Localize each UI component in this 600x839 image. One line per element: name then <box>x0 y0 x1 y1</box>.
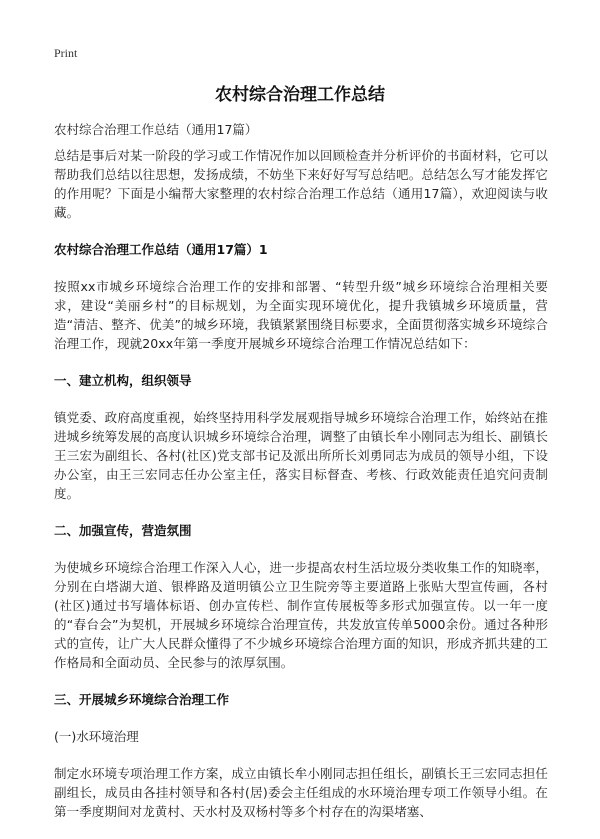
subheading-water-environment: (一)水环境治理 <box>54 729 139 744</box>
print-link[interactable]: Print <box>54 46 78 60</box>
section-paragraph: 按照xx市城乡环境综合治理工作的安排和部署、“转型升级”城乡环境综合治理相关要求，建设“美丽乡村”的目标规划，为全面实现环境优化，提升我镇城乡环境质量，营造“清洁、整齐、优美”的城乡环境，我镇紧紧围绕目标要求，全面贯彻落实城乡环境综合治理工作，现就20xx年第一季度开展城乡环境综合治理工作情况总结如下： <box>54 279 548 351</box>
heading-governance-work: 三、开展城乡环境综合治理工作 <box>54 692 230 707</box>
heading-publicity: 二、加强宣传，营造氛围 <box>54 523 192 538</box>
paragraph-organization: 镇党委、政府高度重视，始终坚持用科学发展观指导城乡环境综合治理工作，始终站在推进城乡统筹发展的高度认识城乡环境综合治理，调整了由镇长牟小刚同志为组长、副镇长王三宏为副组长、各村(社区)党支部书记及派出所所长刘勇同志为成员的领导小组，下设办公室，由王三宏同志任办公室主任，落实目标督查、考核、行政效能责任追究问责制度。 <box>54 410 548 501</box>
paragraph-publicity: 为使城乡环境综合治理工作深入人心，进一步提高农村生活垃圾分类收集工作的知晓率，分别在白塔湖大道、银桦路及道明镇公立卫生院旁等主要道路上张贴大型宣传画，各村(社区)通过书写墙体标语、创办宣传栏、制作宣传展板等多形式加强宣传。以一年一度的“春台会”为契机，开展城乡环境综合治理宣传，共发放宣传单5000余份。通过各种形式的宣传，让广大人民群众懂得了不少城乡环境综合治理方面的知识，形成齐抓共建的工作格局和全面动员、全民参与的浓厚氛围。 <box>54 560 548 670</box>
document-body <box>54 146 548 839</box>
section-heading: 农村综合治理工作总结（通用17篇）1 <box>54 242 268 257</box>
intro-paragraph: 总结是事后对某一阶段的学习或工作情况作加以回顾检查并分析评价的书面材料，它可以帮助我们总结以往思想，发扬成绩，不妨坐下来好好写写总结吧。总结怎么写才能发挥它的作用呢？下面是小编帮大家整理的农村综合治理工作总结（通用17篇），欢迎阅读与收藏。 <box>54 148 548 220</box>
page-title: 农村综合治理工作总结 <box>215 85 385 105</box>
document-subtitle: 农村综合治理工作总结（通用17篇） <box>54 122 258 137</box>
heading-establish-organization: 一、建立机构，组织领导 <box>54 373 192 388</box>
paragraph-water-environment: 制定水环境专项治理工作方案，成立由镇长牟小刚同志担任组长，副镇长王三宏同志担任副组长，成员由各挂村领导和各村(居)委会主任组成的水环境治理专项工作领导小组。在第一季度期间对龙黄村、天水村及双杨村等多个村存在的沟渠堵塞、 <box>54 766 548 819</box>
